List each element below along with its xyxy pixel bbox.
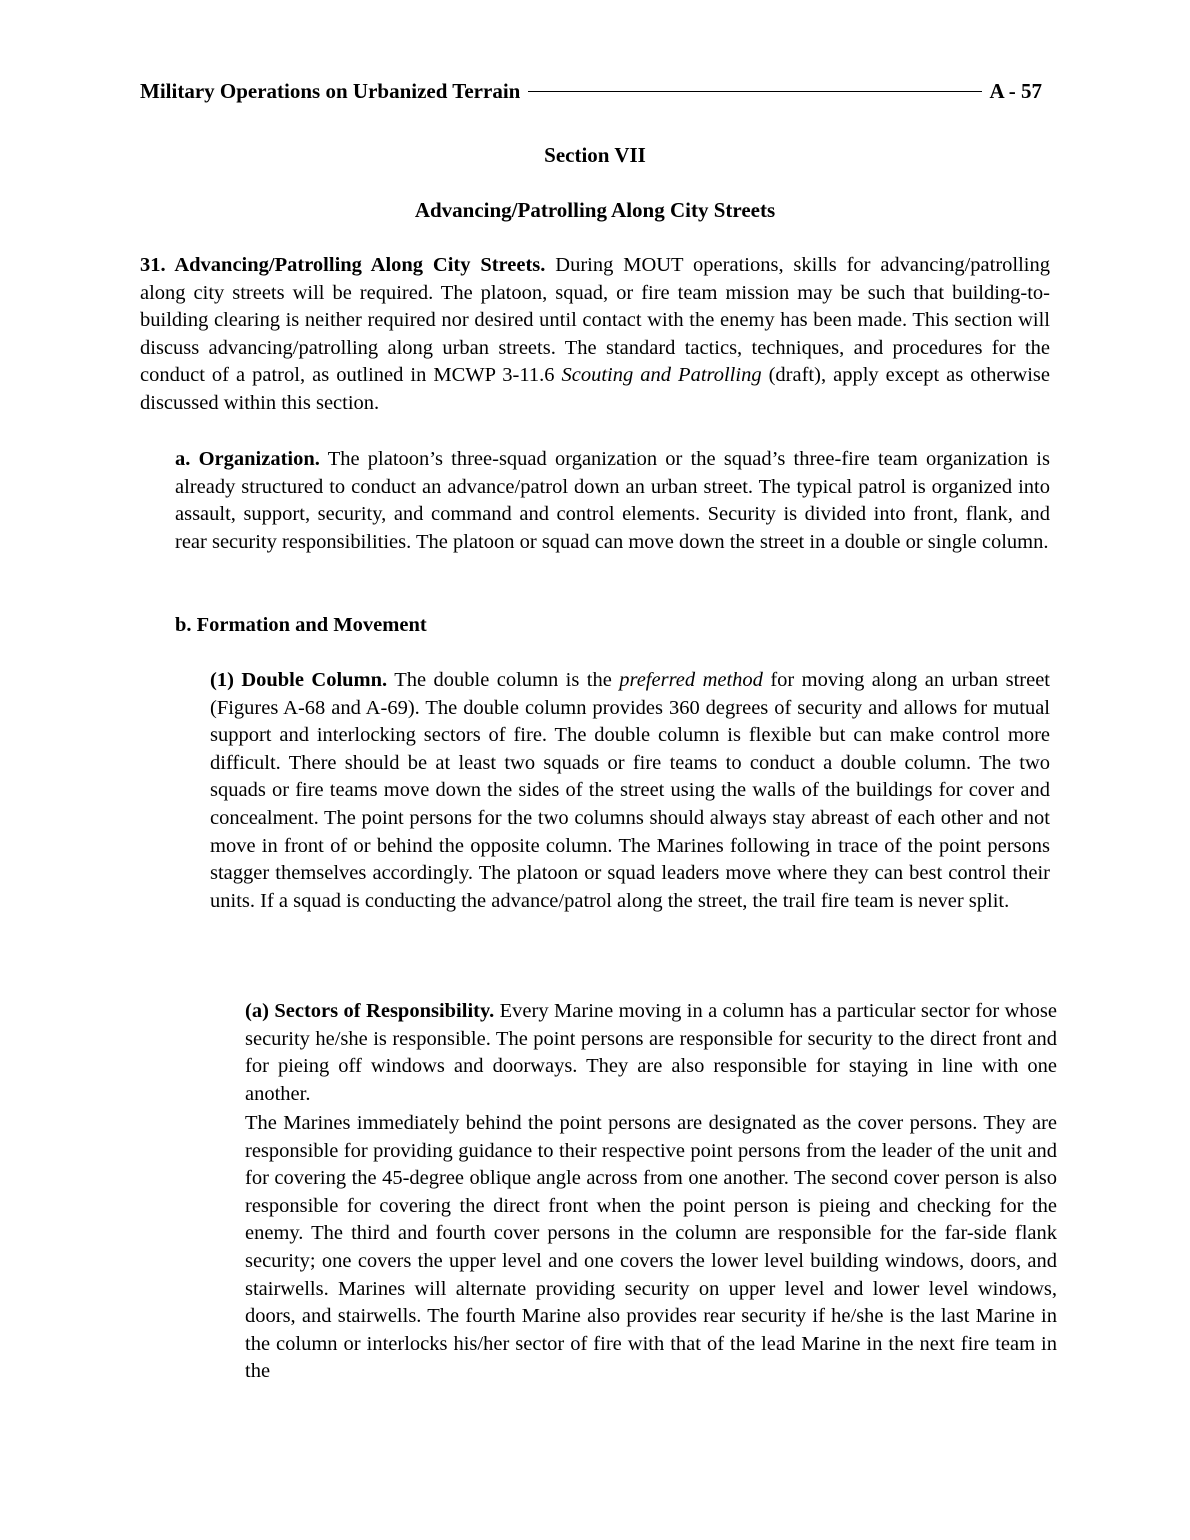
paragraph-1-double-column bbox=[210, 667, 1050, 915]
paragraph-sectors-heading: (a) Sectors of Responsibility. bbox=[245, 1000, 495, 1022]
paragraph-1-text: The double column is the bbox=[387, 669, 620, 691]
paragraph-a-organization bbox=[175, 446, 1050, 556]
paragraph-31 bbox=[140, 252, 1050, 418]
running-header bbox=[140, 78, 1042, 104]
paragraph-b-heading: b. Formation and Movement bbox=[175, 614, 427, 636]
paragraph-sectors-text: Every Marine moving in a column has a particular sector for whose security he/she is responsible. The point persons are responsible for security to the direct front and for pieing off windows and doorways. They are also responsible for staying in line with one another. bbox=[245, 1000, 1057, 1105]
paragraph-31-publication-title: Scouting and Patrolling bbox=[561, 364, 762, 387]
paragraph-1-text-end: for moving along an urban street (Figures A-68 and A-69). The double column provides 360 degrees of security and allows for mutual support and interlocking sectors of fire. The double column is flexible but can make control more difficult. There should be at least two squads or fire teams to conduct a double column. The two squads or fire teams move down the sides of the street using the walls of the buildings for cover and concealment. The point persons for the two columns should always stay abreast of each other and not move in front of or behind the opposite column. The Marines following in trace of the point persons stagger themselves accordingly. The platoon or squad leaders move where they can best control their units. If a squad is conducting the advance/patrol along the street, the trail fire team is never split. bbox=[210, 669, 1050, 912]
paragraph-a-text: The platoon’s three-squad organization or the squad’s three-fire team organization is already structured to conduct an advance/patrol down an urban street. The typical patrol is organized into assault, support, security, and command and control elements. Security is divided into front, flank, and rear security responsibilities. The platoon or squad can move down the street in a double or single column. bbox=[175, 448, 1050, 553]
header-title: Military Operations on Urbanized Terrain bbox=[140, 79, 521, 103]
paragraph-31-text-end: (draft), apply except as otherwise discussed within this section. bbox=[140, 364, 1050, 414]
paragraph-a-sectors bbox=[245, 998, 1057, 1108]
paragraph-cover-persons: The Marines immediately behind the point persons are designated as the cover persons. They are responsible for providing guidance to their respective point persons from the leader of the unit and for covering the 45-degree oblique angle across from one another. The second cover person is also responsible for covering the direct front when the point person is pieing and checking for the enemy. The third and fourth cover persons in the column are responsible for the far-side flank security; one covers the upper level and one covers the lower level building windows, doors, and stairwells. Marines will alternate providing security on upper level and lower level windows, doors, and stairwells. The fourth Marine also provides rear security if he/she is the last Marine in the column or interlocks his/her sector of fire with that of the lead Marine in the next fire team in the bbox=[245, 1112, 1057, 1383]
section-title: Section VII bbox=[544, 143, 646, 167]
paragraph-31-heading: 31. Advancing/Patrolling Along City Streets. bbox=[140, 254, 546, 276]
paragraph-1-emphasis: preferred method bbox=[619, 669, 763, 691]
page-number: A - 57 bbox=[989, 79, 1042, 103]
paragraph-31-text: During MOUT operations, skills for advancing/patrolling along city streets will be required. The platoon, squad, or fire team mission may be such that building-to-building clearing is neither required nor desired until contact with the enemy has been made. This section will discuss advancing/patrolling along urban streets. The standard tactics, techniques, and procedures for the conduct of a patrol, as outlined in MCWP 3-11.6 bbox=[140, 254, 1050, 387]
paragraph-a-heading: a. Organization. bbox=[175, 448, 320, 470]
header-rule bbox=[528, 91, 981, 92]
paragraph-1-heading: (1) Double Column. bbox=[210, 669, 388, 691]
section-subtitle: Advancing/Patrolling Along City Streets bbox=[414, 198, 776, 222]
